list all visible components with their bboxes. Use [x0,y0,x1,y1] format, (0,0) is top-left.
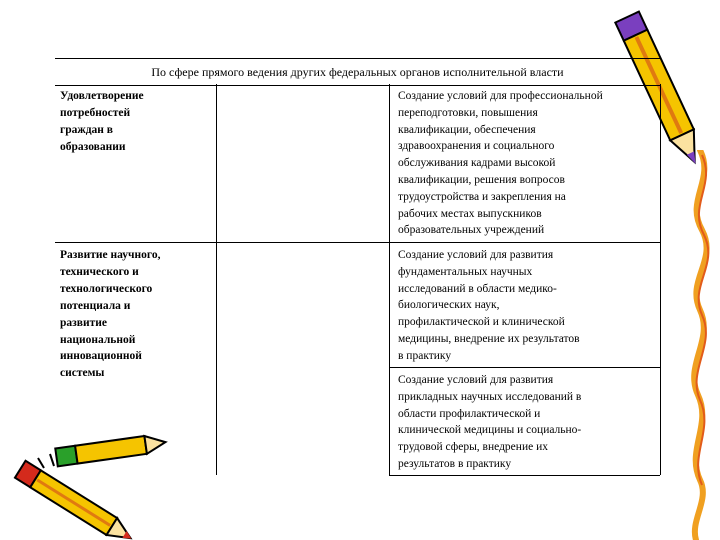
row-1-task: Создание условий для профессиональной переподготовки, повышения квалификации, обеспечения здравоохранения и социального обслуживания кадрами высокой квалификации, решения вопросов трудоустройства и закрепления на рабочих местах выпускников образовательных учреждений [398,90,603,237]
table-header: По сфере прямого ведения других федеральных органов исполнительной власти [55,58,660,86]
table-bottom-border [389,475,660,476]
subrow-divider [389,367,660,368]
column-divider [216,84,217,475]
row-divider [55,242,660,243]
squiggle-line [680,150,720,540]
row-2-goal: Развитие научного, технического и технологического потенциала и развитие национальной инновационной системы [60,249,161,380]
pencils-icon [0,430,180,540]
table-right-border [660,84,661,475]
row-2-task-2: Создание условий для развития прикладных научных исследований в области профилактической и клинической медицины и социально- трудовой сферы, внедрение их результатов в практику [398,374,582,470]
row-1-goal: Удовлетворение потребностей граждан в образовании [60,90,144,153]
row-2-task-1: Создание условий для развития фундаментальных научных исследований в области медико- биологических наук, профилактической и клинической медицины, внедрение их результатов в практику [398,249,580,362]
column-divider [389,84,390,475]
